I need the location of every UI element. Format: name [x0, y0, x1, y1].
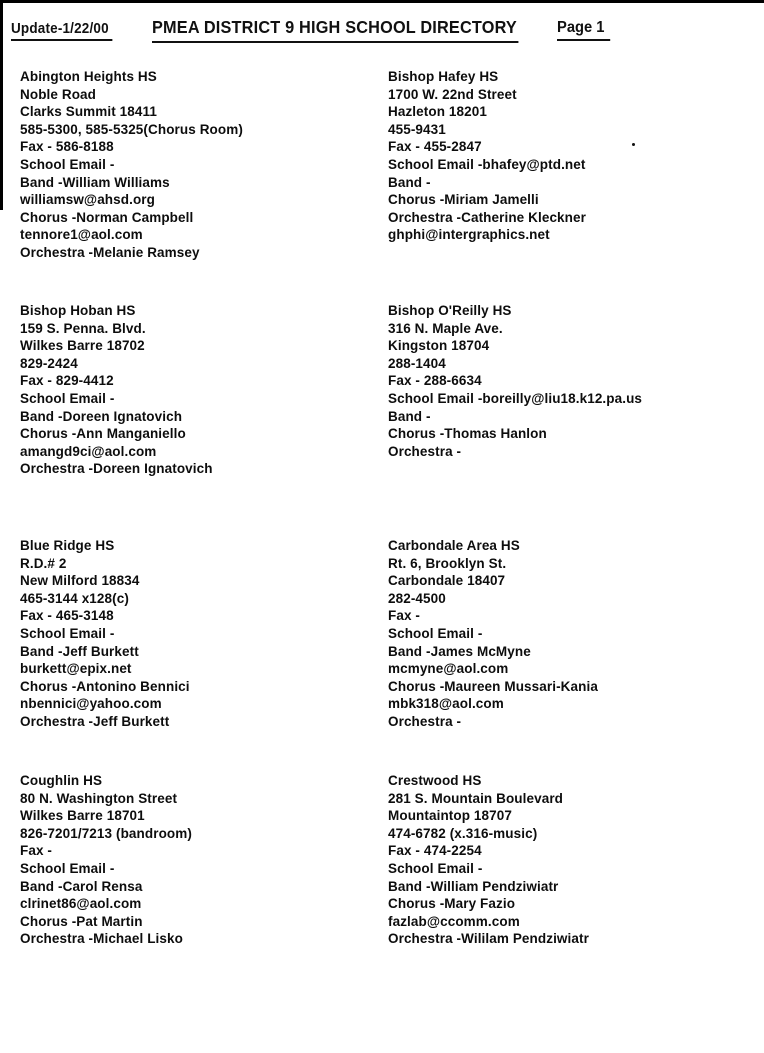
directory-line: Wilkes Barre 18702 [20, 338, 145, 354]
directory-line: Fax - 465-3148 [20, 608, 114, 624]
school-block-blue-ridge [20, 537, 380, 731]
directory-line: nbennici@yahoo.com [20, 696, 162, 712]
scan-edge-top-artifact [0, 0, 764, 3]
directory-line: Band -Jeff Burkett [20, 643, 139, 659]
school-block-crestwood [388, 772, 748, 948]
directory-line: Orchestra -Michael Lisko [20, 931, 183, 947]
directory-line: tennore1@aol.com [20, 227, 143, 243]
directory-line: ghphi@intergraphics.net [388, 227, 550, 243]
directory-line: clrinet86@aol.com [20, 896, 142, 912]
school-block-bishop-hafey [388, 68, 748, 244]
directory-line: New Milford 18834 [20, 573, 140, 589]
school-details [388, 320, 748, 461]
school-details [388, 86, 748, 244]
directory-line: Fax - 586-8188 [20, 139, 114, 155]
directory-line: amangd9ci@aol.com [20, 443, 157, 459]
school-block-abington-heights [20, 68, 380, 262]
directory-line: 465-3144 x128(c) [20, 590, 129, 606]
directory-line: School Email - [20, 860, 115, 876]
directory-line: Orchestra - [388, 713, 462, 729]
directory-line: Chorus -Antonino Bennici [20, 678, 190, 694]
school-details [20, 555, 380, 731]
directory-line: 316 N. Maple Ave. [388, 320, 503, 336]
school-block-coughlin [20, 772, 380, 948]
directory-line: Chorus -Miriam Jamelli [388, 192, 539, 208]
directory-line: Rt. 6, Brooklyn St. [388, 555, 507, 571]
directory-line: Orchestra - [388, 443, 462, 459]
directory-line: mcmyne@aol.com [388, 661, 509, 677]
directory-line: Band - [388, 174, 431, 190]
directory-line: 282-4500 [388, 590, 446, 606]
school-name: Crestwood HS [388, 773, 482, 788]
directory-line: Fax - [388, 608, 421, 624]
directory-line: Noble Road [20, 86, 97, 102]
directory-line: School Email - [20, 625, 115, 641]
directory-line: williamsw@ahsd.org [20, 192, 155, 208]
directory-line: Wilkes Barre 18701 [20, 808, 145, 824]
directory-line: Band -William Williams [20, 174, 170, 190]
directory-line: School Email - [388, 860, 483, 876]
school-block-bishop-oreilly [388, 302, 748, 460]
school-name: Abington Heights HS [20, 69, 157, 84]
school-name: Bishop Hoban HS [20, 303, 136, 318]
directory-line: Orchestra -Melanie Ramsey [20, 244, 200, 260]
school-name: Bishop O'Reilly HS [388, 303, 512, 318]
directory-line: Fax - [20, 843, 53, 859]
directory-line: Hazleton 18201 [388, 104, 487, 120]
directory-line: School Email -boreilly@liu18.k12.pa.us [388, 390, 643, 406]
directory-line: 159 S. Penna. Blvd. [20, 320, 146, 336]
directory-line: mbk318@aol.com [388, 696, 504, 712]
school-name: Carbondale Area HS [388, 538, 520, 553]
school-name: Blue Ridge HS [20, 538, 115, 553]
school-details [388, 790, 748, 948]
directory-line: School Email - [20, 390, 115, 406]
directory-line: Orchestra -Wililam Pendziwiatr [388, 931, 589, 947]
scan-edge-left-artifact [0, 0, 3, 210]
directory-line: Clarks Summit 18411 [20, 104, 157, 120]
directory-line: 826-7201/7213 (bandroom) [20, 825, 192, 841]
directory-line: School Email - [388, 625, 483, 641]
directory-line: Orchestra -Doreen Ignatovich [20, 461, 213, 477]
directory-line: Band -William Pendziwiatr [388, 878, 559, 894]
directory-line: 288-1404 [388, 355, 446, 371]
directory-line: Chorus -Pat Martin [20, 913, 143, 929]
directory-line: Orchestra -Catherine Kleckner [388, 209, 586, 225]
school-details [20, 790, 380, 948]
directory-line: R.D.# 2 [20, 555, 67, 571]
directory-line: Chorus -Thomas Hanlon [388, 426, 547, 442]
directory-line: Kingston 18704 [388, 338, 490, 354]
directory-line: School Email - [20, 156, 115, 172]
school-details [20, 320, 380, 478]
directory-line: 474-6782 (x.316-music) [388, 825, 538, 841]
directory-line: Fax - 288-6634 [388, 373, 482, 389]
directory-line: Fax - 474-2254 [388, 843, 482, 859]
school-block-carbondale-area [388, 537, 748, 731]
directory-line: Band - [388, 408, 431, 424]
directory-line: Mountaintop 18707 [388, 808, 512, 824]
directory-line: burkett@epix.net [20, 661, 132, 677]
directory-line: School Email -bhafey@ptd.net [388, 156, 586, 172]
directory-line: 455-9431 [388, 121, 446, 137]
directory-line: fazlab@ccomm.com [388, 913, 520, 929]
update-date-label: Update-1/22/00 [11, 21, 113, 41]
school-name: Coughlin HS [20, 773, 103, 788]
page-title: PMEA DISTRICT 9 HIGH SCHOOL DIRECTORY [152, 17, 519, 43]
directory-line: Orchestra -Jeff Burkett [20, 713, 170, 729]
directory-line: 281 S. Mountain Boulevard [388, 790, 564, 806]
directory-line: Fax - 829-4412 [20, 373, 114, 389]
directory-line: Band -Carol Rensa [20, 878, 143, 894]
directory-line: Chorus -Norman Campbell [20, 209, 194, 225]
school-details [20, 86, 380, 262]
directory-line: Band -Doreen Ignatovich [20, 408, 183, 424]
directory-line: 80 N. Washington Street [20, 790, 178, 806]
directory-line: 585-5300, 585-5325(Chorus Room) [20, 121, 243, 137]
directory-line: Chorus -Maureen Mussari-Kania [388, 678, 598, 694]
directory-line: Fax - 455-2847 [388, 139, 482, 155]
page-number-label: Page 1 [557, 19, 610, 41]
school-details [388, 555, 748, 731]
directory-line: Band -James McMyne [388, 643, 531, 659]
directory-line: 1700 W. 22nd Street [388, 86, 517, 102]
directory-line: 829-2424 [20, 355, 78, 371]
school-block-bishop-hoban [20, 302, 380, 478]
directory-line: Chorus -Ann Manganiello [20, 426, 186, 442]
directory-line: Chorus -Mary Fazio [388, 896, 516, 912]
school-name: Bishop Hafey HS [388, 69, 499, 84]
directory-line: Carbondale 18407 [388, 573, 506, 589]
